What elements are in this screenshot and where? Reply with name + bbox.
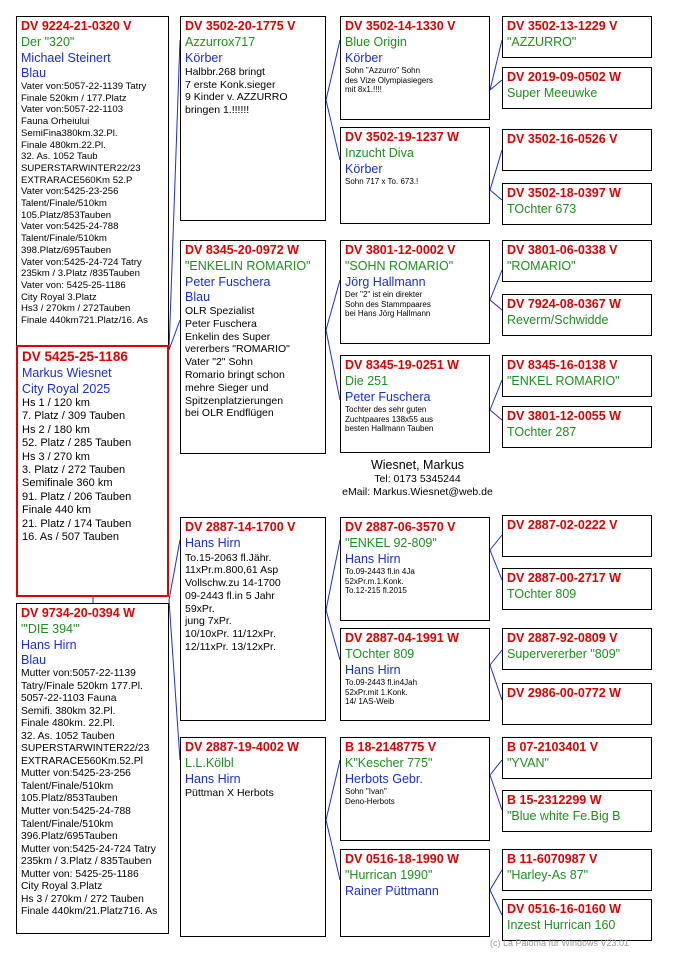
- pedigree-ancestor-box: [340, 737, 490, 841]
- ring-number: DV 0516-16-0160 W: [507, 902, 621, 916]
- pedigree-ancestor-box: [502, 129, 652, 171]
- info-line: Püttman X Herbots: [185, 786, 274, 799]
- info-line: Talent/Finale/510km: [21, 780, 114, 792]
- pigeon-name: L.L.Kölbl: [185, 756, 234, 771]
- ring-number: DV 3502-18-0397 W: [507, 186, 621, 200]
- info-line: Peter Fuschera: [185, 317, 257, 330]
- info-line: Romario bringt schon: [185, 368, 285, 381]
- info-line: 105.Platz/853Tauben: [21, 209, 112, 221]
- pigeon-name: Super Meeuwke: [507, 86, 598, 101]
- ring-number: DV 8345-16-0138 V: [507, 358, 618, 372]
- info-line: Fauna Orheiului: [21, 116, 90, 128]
- info-line: 235km / 3.Platz /835Tauben: [21, 268, 140, 280]
- ring-number: DV 5425-25-1186: [22, 349, 128, 364]
- info-line: SUPERSTARWINTER22/23: [21, 162, 141, 174]
- ring-number: B 11-6070987 V: [507, 852, 598, 866]
- info-line: Mutter von: 5425-25-1186: [21, 868, 139, 880]
- pigeon-name: TOchter 673: [507, 202, 577, 217]
- pigeon-name: TOchter 809: [507, 587, 577, 602]
- info-line: bringen 1.!!!!!!: [185, 104, 250, 117]
- pigeon-name: "Blue white Fe.Big B: [507, 809, 621, 824]
- pedigree-ancestor-box: [340, 355, 490, 453]
- pedigree-ancestor-box: [502, 67, 652, 109]
- pigeon-name: "Harley-As 87": [507, 868, 589, 883]
- breeder-line: Körber: [185, 50, 223, 65]
- info-line: 235km / 3.Platz / 835Tauben: [21, 856, 152, 868]
- pedigree-ancestor-box: [340, 628, 490, 721]
- info-line: SUPERSTARWINTER22/23: [21, 743, 150, 755]
- pigeon-name: Inzest Hurrican 160: [507, 918, 616, 933]
- info-line: Vater von:5057-22-1103: [21, 104, 124, 116]
- info-line: 5057-22-1103 Fauna: [21, 693, 117, 705]
- pedigree-ancestor-box: [180, 16, 326, 221]
- info-line: Hs 3 / 270km / 272 Tauben: [21, 893, 144, 905]
- ring-number: DV 2887-00-2717 W: [507, 571, 621, 585]
- info-line: Halbbr.268 bringt: [185, 65, 265, 78]
- info-line: To.12-215 fl.2015: [345, 586, 407, 596]
- info-line: 398.Platz/695Tauben: [21, 244, 112, 256]
- info-line: Vater von:5425-24-788: [21, 221, 119, 233]
- pedigree-ancestor-box: [502, 899, 652, 941]
- breeder-line: Markus Wiesnet: [22, 366, 112, 381]
- info-line: 11xPr.m.800,61 Asp: [185, 564, 279, 577]
- info-line: 7. Platz / 309 Tauben: [22, 410, 126, 423]
- info-line: des Vize Olympiasiegers: [345, 75, 433, 85]
- info-line: Vater von: 5425-25-1186: [21, 279, 126, 291]
- breeder-line: Blau: [185, 289, 211, 304]
- info-line: Hs 1 / 120 km: [22, 396, 90, 409]
- breeder-line: Rainer Püttmann: [345, 883, 439, 898]
- breeder-line: Hans Hirn: [185, 771, 241, 786]
- info-line: City Royal 3.Platz: [21, 881, 103, 893]
- ring-number: B 18-2148775 V: [345, 740, 437, 754]
- pigeon-name: Die 251: [345, 374, 389, 389]
- ring-number: DV 9734-20-0394 W: [21, 606, 135, 620]
- breeder-line: Hans Hirn: [345, 662, 401, 677]
- pedigree-ancestor-box: [340, 16, 490, 120]
- pedigree-ancestor-box: [502, 683, 652, 725]
- info-line: Mutter von:5057-22-1139: [21, 668, 136, 679]
- info-line: Finale 440km721.Platz/16. As: [21, 315, 148, 327]
- info-line: City Royal 3.Platz: [21, 291, 97, 303]
- pedigree-ancestor-box: [502, 16, 652, 58]
- pedigree-ancestor-box: [502, 737, 652, 779]
- ring-number: DV 8345-20-0972 W: [185, 243, 299, 257]
- pigeon-name: Reverm/Schwidde: [507, 313, 609, 328]
- ring-number: DV 2887-19-4002 W: [185, 740, 299, 754]
- pigeon-name: K"Kescher 775": [345, 756, 433, 771]
- pedigree-ancestor-box: [16, 16, 169, 355]
- pigeon-name: TOchter 287: [507, 425, 577, 440]
- breeder-line: Blau: [21, 652, 47, 667]
- ring-number: DV 2986-00-0772 W: [507, 686, 621, 700]
- pedigree-ancestor-box: [502, 240, 652, 282]
- pedigree-subject-box: [16, 345, 169, 597]
- breeder-name: Wiesnet, Markus: [370, 458, 465, 472]
- ring-number: DV 2019-09-0502 W: [507, 70, 621, 84]
- ring-number: DV 3502-16-0526 V: [507, 132, 618, 146]
- info-line: Hs 2 / 180 km: [22, 423, 90, 436]
- pigeon-name: Blue Origin: [345, 35, 407, 50]
- info-line: 32. As. 1052 Taub: [21, 151, 98, 163]
- info-line: Finale 440 km: [22, 504, 92, 517]
- ring-number: DV 3502-20-1775 V: [185, 19, 296, 33]
- info-line: 52. Platz / 285 Tauben: [22, 437, 132, 450]
- info-line: Vater "2" Sohn: [185, 356, 253, 369]
- pedigree-ancestor-box: [502, 849, 652, 891]
- pigeon-name: Supervererber "809": [507, 647, 621, 662]
- info-line: Vollschw.zu 14-1700: [185, 577, 281, 590]
- breeder-phone: Tel: 0173 5345244: [374, 473, 461, 486]
- info-line: Talent/Finale/510km: [21, 233, 107, 245]
- info-line: Spitzenplatzierungen: [185, 394, 284, 407]
- info-line: SemiFina380km.32.Pl.: [21, 127, 118, 139]
- breeder-line: Körber: [345, 161, 383, 176]
- info-line: Sohn "Azzurro" Sohn: [345, 65, 421, 75]
- pigeon-name: "ENKELIN ROMARIO": [185, 259, 311, 274]
- info-line: Tochter des sehr guten: [345, 404, 427, 414]
- breeder-line: Peter Fuschera: [345, 389, 431, 404]
- pigeon-name: "SOHN ROMARIO": [345, 259, 454, 274]
- pigeon-name: "YVAN": [507, 756, 549, 771]
- info-line: Der "2" ist ein direkter: [345, 289, 423, 299]
- info-line: 14/ 1AS-Weib: [345, 697, 395, 707]
- info-line: jung 7xPr.: [185, 615, 232, 628]
- ring-number: DV 8345-19-0251 W: [345, 358, 459, 372]
- pedigree-ancestor-box: [180, 517, 326, 721]
- info-line: Deno-Herbots: [345, 796, 395, 806]
- info-line: Talent/Finale/510km: [21, 198, 107, 210]
- pedigree-ancestor-box: [340, 517, 490, 621]
- breeder-line: Michael Steinert: [21, 50, 111, 65]
- info-line: Enkelin des Super: [185, 330, 271, 343]
- ring-number: DV 7924-08-0367 W: [507, 297, 621, 311]
- ring-number: DV 0516-18-1990 W: [345, 852, 459, 866]
- pigeon-name: "ROMARIO": [507, 259, 576, 274]
- info-line: bei Hans Jörg Hallmann: [345, 309, 431, 319]
- pigeon-name: "ENKEL 92-809": [345, 536, 437, 551]
- ring-number: DV 3502-14-1330 V: [345, 19, 456, 33]
- info-line: 52xPr.m.1.Konk.: [345, 576, 404, 586]
- info-line: 91. Platz / 206 Tauben: [22, 490, 132, 503]
- pigeon-name: "Hurrican 1990": [345, 868, 433, 883]
- pedigree-ancestor-box: [340, 127, 490, 224]
- pedigree-ancestor-box: [502, 790, 652, 832]
- info-line: 7 erste Konk.sieger: [185, 78, 276, 91]
- ring-number: DV 2887-04-1991 W: [345, 631, 459, 645]
- ring-number: DV 2887-14-1700 V: [185, 520, 296, 534]
- info-line: 32. As. 1052 Tauben: [21, 730, 115, 742]
- info-line: mehre Sieger und: [185, 381, 269, 394]
- info-line: Vater von:5425-24-724 Tatry: [21, 256, 142, 268]
- info-line: 52xPr.mit 1.Konk.: [345, 687, 408, 697]
- info-line: EXTRARACE560Km.52.Pl: [21, 755, 143, 767]
- info-line: Sohn "Ivan": [345, 786, 387, 796]
- info-line: Semifinale 360 km: [22, 477, 113, 490]
- pedigree-ancestor-box: [502, 568, 652, 610]
- pedigree-ancestor-box: [180, 737, 326, 937]
- pedigree-ancestor-box: [502, 183, 652, 225]
- pigeon-name: "'DIE 394'": [21, 622, 80, 637]
- software-footer: (c) La Paloma für Windows V23.01: [490, 938, 630, 948]
- info-line: 21. Platz / 174 Tauben: [22, 517, 132, 530]
- info-line: Hs3 / 270km / 272Tauben: [21, 303, 131, 315]
- breeder-line: City Royal 2025: [22, 381, 111, 396]
- ring-number: B 15-2312299 W: [507, 793, 602, 807]
- info-line: 16. As / 507 Tauben: [22, 531, 120, 544]
- info-line: 09-2443 fl.in 5 Jahr: [185, 589, 275, 602]
- ring-number: DV 2887-02-0222 V: [507, 518, 618, 532]
- breeder-line: Hans Hirn: [21, 637, 77, 652]
- pigeon-name: Inzucht Diva: [345, 146, 414, 161]
- info-line: Zuchtpaares 138x55 aus: [345, 414, 434, 424]
- pedigree-ancestor-box: [340, 849, 490, 937]
- ring-number: DV 3502-13-1229 V: [507, 19, 618, 33]
- info-line: To.09-2443 fl.in4Jah: [345, 677, 418, 687]
- pedigree-ancestor-box: [340, 240, 490, 344]
- ring-number: DV 3801-12-0055 W: [507, 409, 621, 423]
- pedigree-ancestor-box: [16, 603, 169, 934]
- info-line: Mutter von:5425-23-256: [21, 768, 131, 780]
- pedigree-ancestor-box: [502, 628, 652, 670]
- info-line: 9 Kinder v. AZZURRO: [185, 91, 288, 104]
- info-line: Sohn des Stammpaares: [345, 299, 431, 309]
- pedigree-ancestor-box: [502, 515, 652, 557]
- breeder-contact: [335, 458, 500, 499]
- ring-number: DV 3801-12-0002 V: [345, 243, 456, 257]
- pedigree-ancestor-box: [502, 355, 652, 397]
- info-line: To.15-2063 fl.Jähr.: [185, 551, 272, 564]
- pigeon-name: TOchter 809: [345, 647, 415, 662]
- breeder-line: Hans Hirn: [185, 536, 241, 551]
- breeder-line: Hans Hirn: [345, 551, 401, 566]
- info-line: 10/10xPr. 11/12xPr.: [185, 628, 276, 641]
- info-line: bei OLR Endflügen: [185, 407, 274, 420]
- breeder-line: Jörg Hallmann: [345, 274, 426, 289]
- ring-number: DV 3502-19-1237 W: [345, 130, 459, 144]
- info-line: Finale 520km / 177.Platz: [21, 92, 127, 104]
- ring-number: DV 3801-06-0338 V: [507, 243, 618, 257]
- pigeon-name: Azzurrox717: [185, 35, 256, 50]
- info-line: Mutter von:5425-24-788: [21, 806, 131, 818]
- info-line: 3. Platz / 272 Tauben: [22, 464, 126, 476]
- info-line: Vater von:5425-23-256: [21, 186, 119, 198]
- info-line: besten Hallmann Tauben: [345, 424, 434, 434]
- breeder-line: Herbots Gebr.: [345, 771, 423, 786]
- info-line: Hs 3 / 270 km: [22, 450, 90, 463]
- pigeon-name: "ENKEL ROMARIO": [507, 374, 620, 389]
- ring-number: B 07-2103401 V: [507, 740, 599, 754]
- info-line: EXTRARACE560Km 52.P: [21, 174, 133, 186]
- info-line: Finale 480km. 22.Pl.: [21, 718, 115, 730]
- info-line: 12/11xPr. 13/12xPr.: [185, 641, 276, 654]
- pigeon-name: "AZZURRO": [507, 35, 577, 50]
- info-line: 396.Platz/695Tauben: [21, 831, 118, 843]
- pigeon-name: Der "320": [21, 35, 75, 50]
- info-line: Finale 440km/21.Platz716. As: [21, 906, 158, 918]
- info-line: vererbers "ROMARIO": [185, 343, 290, 356]
- info-line: Semifi. 380km 32.Pl.: [21, 705, 116, 717]
- breeder-email: eMail: Markus.Wiesnet@web.de: [342, 486, 493, 499]
- info-line: Vater von:5057-22-1139 Tatry: [21, 81, 147, 92]
- ring-number: DV 2887-92-0809 V: [507, 631, 618, 645]
- info-line: 59xPr.: [185, 602, 215, 615]
- breeder-line: Peter Fuschera: [185, 274, 271, 289]
- info-line: Tatry/Finale 520km 177.Pl.: [21, 680, 143, 692]
- breeder-line: Körber: [345, 50, 383, 65]
- info-line: OLR Spezialist: [185, 305, 255, 317]
- info-line: Mutter von:5425-24-724 Tatry: [21, 843, 156, 855]
- pedigree-ancestor-box: [502, 294, 652, 336]
- info-line: Talent/Finale/510km: [21, 818, 114, 830]
- ring-number: DV 2887-06-3570 V: [345, 520, 456, 534]
- info-line: To.09-2443 fl.in 4Ja: [345, 566, 415, 576]
- breeder-line: Blau: [21, 65, 47, 80]
- pedigree-ancestor-box: [180, 240, 326, 454]
- info-line: Finale 480km.22.Pl.: [21, 139, 106, 151]
- info-line: mit 8x1.!!!!: [345, 85, 382, 95]
- info-line: Sohn 717 x To. 673.!: [345, 176, 419, 186]
- pedigree-ancestor-box: [502, 406, 652, 448]
- info-line: 105.Platz/853Tauben: [21, 793, 118, 805]
- ring-number: DV 9224-21-0320 V: [21, 19, 132, 33]
